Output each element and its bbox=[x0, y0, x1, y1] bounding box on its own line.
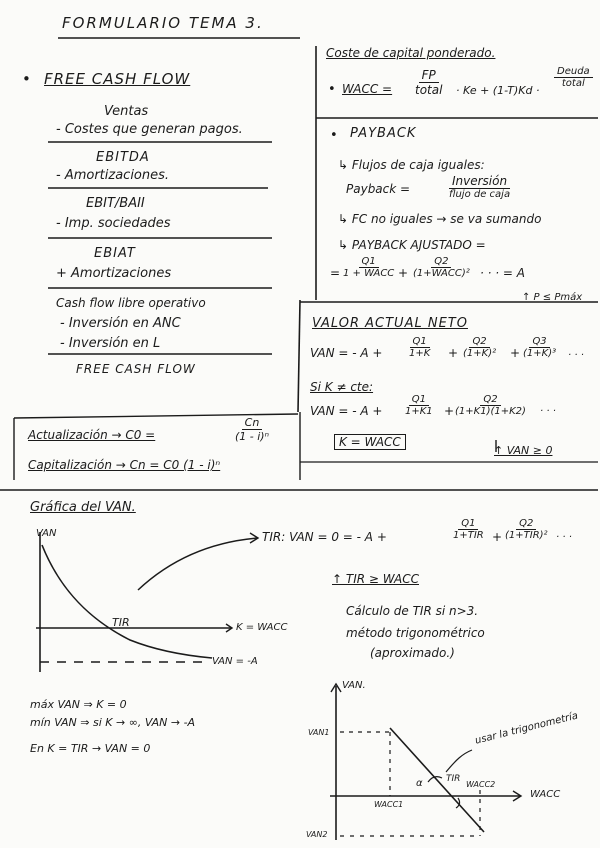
fcf-ebiat: EBIAT bbox=[94, 246, 136, 261]
payback-den: flujo de caja bbox=[449, 189, 511, 200]
van-pk1: 1+K1 bbox=[405, 406, 433, 417]
payback-heading: PAYBACK bbox=[350, 126, 417, 141]
payback-fraction bbox=[446, 174, 513, 200]
tir-cond: ↑ TIR ≥ WACC bbox=[332, 572, 419, 586]
grafica2-wacc1: WACC1 bbox=[374, 800, 404, 809]
payback-plus: + bbox=[398, 266, 409, 280]
van-q3: Q3 bbox=[529, 336, 549, 348]
payback-d1: 1 + WACC bbox=[343, 268, 395, 279]
tir-plus: + bbox=[492, 530, 503, 544]
wacc-deuda-num: Deuda bbox=[554, 66, 593, 78]
payback-eq-sign: = bbox=[330, 266, 341, 280]
van-p1: Q1 bbox=[409, 394, 429, 406]
tir-d2: (1+TIR)² bbox=[505, 530, 548, 541]
page-title: FORMULARIO TEMA 3. bbox=[62, 14, 264, 32]
payback-l1: ↳ Flujos de caja iguales: bbox=[338, 158, 485, 172]
maxmin-min: mín VAN ⇒ si K → ∞, VAN → -A bbox=[30, 716, 196, 729]
van-graph bbox=[36, 532, 258, 672]
fcf-amort2: + Amortizaciones bbox=[56, 266, 172, 281]
payback-l4: ↳ PAYBACK AJUSTADO = bbox=[338, 238, 486, 252]
bullet-fcf: • bbox=[22, 70, 31, 88]
van-term2 bbox=[460, 336, 499, 359]
grafica-yaxis: VAN bbox=[36, 528, 57, 539]
wacc-deuda-den: total bbox=[561, 78, 585, 89]
actualizacion-fraction bbox=[232, 416, 272, 443]
tir-q1: Q1 bbox=[458, 518, 478, 530]
tir-term1 bbox=[450, 518, 487, 541]
payback-q2: Q2 bbox=[431, 256, 451, 268]
maxmin-max: máx VAN ⇒ K = 0 bbox=[30, 698, 127, 711]
capitalizacion-label: Capitalización → Cn = C0 (1 - i)ⁿ bbox=[28, 458, 221, 472]
van-term1 bbox=[406, 336, 433, 359]
van-l2-lhs: VAN = - A + bbox=[310, 404, 383, 418]
tir-d1: 1+TIR bbox=[453, 530, 484, 541]
payback-d2: (1+WACC)² bbox=[413, 268, 470, 279]
bullet-payback: • bbox=[330, 128, 338, 143]
van-q1: Q1 bbox=[410, 336, 430, 348]
payback-tail: · · · = A bbox=[480, 266, 525, 280]
fcf-heading: FREE CASH FLOW bbox=[44, 70, 191, 88]
van-plus3: + bbox=[444, 404, 455, 418]
van-var-term2 bbox=[452, 394, 529, 417]
grafica2-note: usar la trigonometría bbox=[474, 710, 580, 747]
van-si: Si K ≠ cte: bbox=[310, 380, 374, 394]
wacc-heading: Coste de capital ponderado. bbox=[326, 46, 496, 60]
fcf-inv-l: - Inversión en L bbox=[60, 336, 161, 351]
van-q2: Q2 bbox=[469, 336, 489, 348]
payback-l2-lhs: Payback = bbox=[346, 182, 411, 196]
payback-l3: ↳ FC no iguales → se va sumando bbox=[338, 212, 542, 226]
grafica2-xlabel: WACC bbox=[530, 789, 561, 800]
van-term3 bbox=[520, 336, 559, 359]
payback-term1 bbox=[340, 256, 397, 279]
fcf-ventas: Ventas bbox=[104, 104, 149, 119]
wacc-ke: · Ke + (1-T)Kd · bbox=[456, 84, 540, 97]
tir-dots: · · · bbox=[556, 532, 572, 543]
grafica-heading: Gráfica del VAN. bbox=[30, 500, 136, 515]
van-heading: VALOR ACTUAL NETO bbox=[312, 316, 468, 331]
fcf-result: FREE CASH FLOW bbox=[76, 362, 196, 376]
fcf-ebit: EBIT/BAII bbox=[86, 196, 145, 211]
grafica2-alpha: α bbox=[416, 778, 423, 789]
wacc-deuda-fraction bbox=[554, 66, 593, 89]
van-pk2: (1+K1)(1+K2) bbox=[455, 406, 526, 417]
van-dots2: · · · bbox=[540, 406, 556, 417]
bullet-wacc: • bbox=[328, 82, 336, 97]
tir-calc1: Cálculo de TIR si n>3. bbox=[346, 604, 479, 618]
tir-q2: Q2 bbox=[516, 518, 536, 530]
wacc-fp-fraction bbox=[412, 68, 445, 97]
van-var-term1 bbox=[402, 394, 436, 417]
fcf-inv-anc: - Inversión en ANC bbox=[60, 316, 181, 331]
van-dots1: · · · bbox=[568, 350, 584, 361]
wacc-fp-den: total bbox=[415, 83, 443, 97]
grafica-asym: VAN = -A bbox=[212, 656, 258, 667]
grafica-tir: TIR bbox=[112, 616, 130, 629]
fcf-cfo: Cash flow libre operativo bbox=[56, 296, 206, 310]
van-k1: 1+K bbox=[409, 348, 431, 359]
fcf-costes: - Costes que generan pagos. bbox=[56, 122, 243, 137]
wacc-fp-num: FP bbox=[419, 68, 439, 83]
grafica-xlabel: K = WACC bbox=[236, 622, 288, 633]
payback-num: Inversión bbox=[449, 174, 510, 189]
fcf-amort1: - Amortizaciones. bbox=[56, 168, 170, 183]
tir-lhs: TIR: VAN = 0 = - A + bbox=[262, 530, 387, 544]
tir-calc3: (aproximado.) bbox=[370, 646, 455, 660]
payback-q1: Q1 bbox=[359, 256, 379, 268]
grafica2-wacc2: WACC2 bbox=[466, 780, 496, 789]
tir-term2 bbox=[502, 518, 551, 541]
wacc-graph bbox=[330, 684, 521, 840]
van-plus2: + bbox=[510, 346, 521, 360]
actualizacion-num: Cn bbox=[242, 416, 263, 430]
actualizacion-label: Actualización → C0 = bbox=[28, 428, 156, 442]
payback-cond: ↑ P ≤ Pmáx bbox=[522, 292, 583, 303]
wacc-lhs: WACC = bbox=[342, 82, 393, 96]
grafica2-van1: VAN1 bbox=[308, 728, 330, 737]
van-l1-lhs: VAN = - A + bbox=[310, 346, 383, 360]
fcf-imp: - Imp. sociedades bbox=[56, 216, 171, 231]
van-k2: (1+K)² bbox=[463, 348, 497, 359]
van-k-eq: K = WACC bbox=[334, 434, 406, 450]
van-p2: Q2 bbox=[480, 394, 500, 406]
van-plus1: + bbox=[448, 346, 459, 360]
grafica2-yaxis: VAN. bbox=[342, 680, 366, 691]
grafica2-van2: VAN2 bbox=[306, 830, 328, 839]
payback-term2 bbox=[410, 256, 473, 279]
van-k3: (1+K)³ bbox=[523, 348, 557, 359]
fcf-ebitda: EBITDA bbox=[96, 150, 150, 165]
van-vanzo: ↑ VAN ≥ 0 bbox=[494, 444, 553, 457]
actualizacion-den: (1 - i)ⁿ bbox=[235, 430, 269, 443]
maxmin-eq: En K = TIR → VAN = 0 bbox=[30, 742, 151, 755]
grafica2-tir: TIR bbox=[446, 774, 461, 784]
tir-calc2: método trigonométrico bbox=[346, 626, 485, 640]
